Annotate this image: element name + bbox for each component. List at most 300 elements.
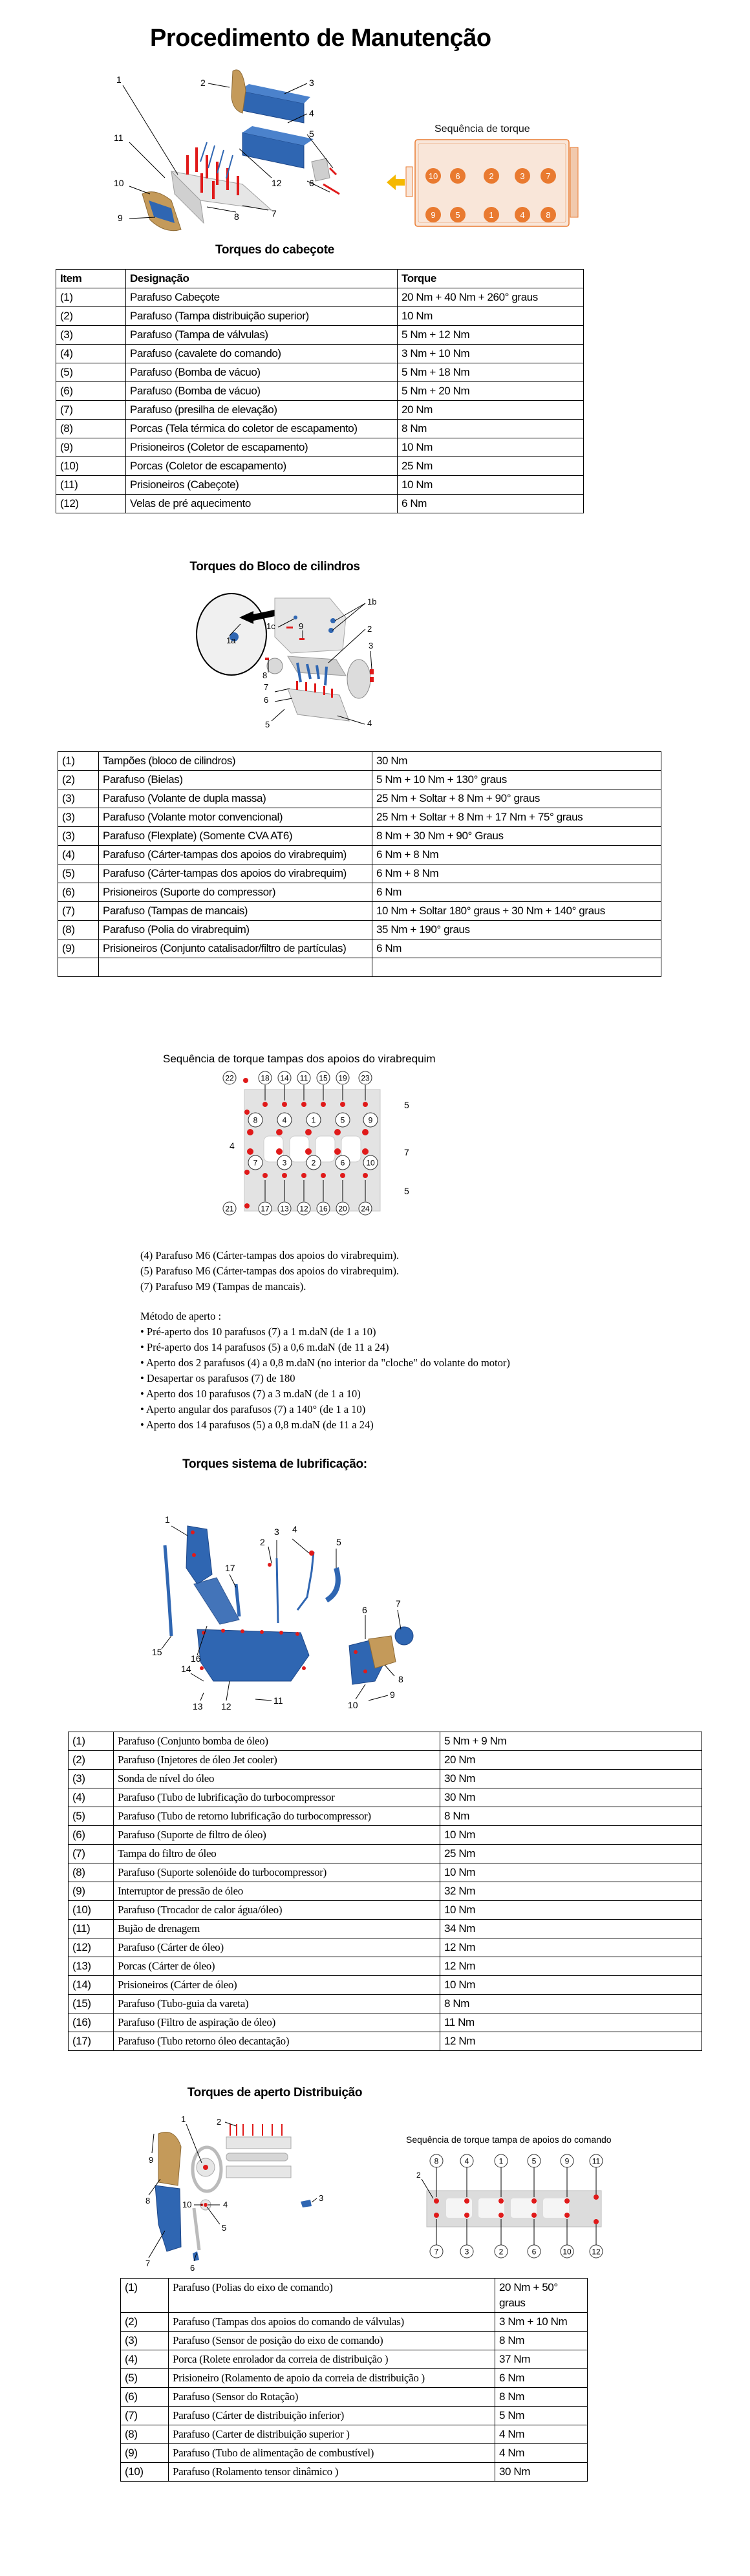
cylinder-block-exploded-diagram [194, 592, 381, 734]
sequence-number: 20 [338, 1204, 347, 1214]
item-cell: (3) [69, 1770, 114, 1788]
block-section-title: Torques do Bloco de cilindros [189, 560, 360, 574]
designation-cell: Parafuso (Flexplate) (Somente CVA AT6) [99, 827, 372, 846]
lube-callout: 4 [292, 1524, 297, 1534]
sequence-number: 3 [282, 1158, 287, 1168]
designation-cell: Prisioneiros (Conjunto catalisador/filtro de partículas) [99, 939, 372, 958]
item-cell: (10) [56, 457, 126, 476]
sequence-bolt-number: 2 [489, 171, 494, 181]
head-section-title: Torques do cabeçote [215, 243, 334, 257]
table-row [121, 2369, 588, 2388]
bolt-marker [305, 1129, 312, 1135]
legend-line: (5) Parafuso M6 (Cárter-tampas dos apoios do virabrequim). [140, 1265, 400, 1277]
flywheel-illustration [347, 660, 370, 698]
designation-cell: Parafuso (Tubo-guia da vareta) [114, 1995, 440, 2013]
torque-cell: 5 Nm + 20 Nm [398, 382, 584, 401]
torque-cell: 8 Nm [495, 2388, 588, 2407]
sequence-number: 15 [319, 1073, 328, 1083]
table-row [121, 2313, 588, 2332]
torque-cell: 5 Nm + 18 Nm [398, 363, 584, 382]
block-callout: 6 [264, 695, 269, 705]
torque-cell: 20 Nm [398, 401, 584, 420]
torque-cell: 3 Nm + 10 Nm [495, 2313, 588, 2332]
table-row [69, 1807, 702, 1826]
lube-callout: 8 [398, 1674, 403, 1684]
table-row [69, 1976, 702, 1995]
torque-cell: 30 Nm [372, 752, 661, 771]
bolt-marker [362, 1129, 369, 1135]
oil-strainer-illustration [194, 1578, 239, 1624]
sequence-number: 11 [299, 1073, 308, 1083]
item-cell: (9) [69, 1882, 114, 1901]
torque-cell: 30 Nm [440, 1770, 702, 1788]
table-row [56, 345, 584, 363]
table-row [69, 1845, 702, 1863]
bolt-marker [262, 1173, 268, 1178]
designation-cell: Parafuso (Sensor de posição do eixo de comando) [169, 2332, 495, 2350]
designation-cell: Parafuso (presilha de elevação) [126, 401, 398, 420]
item-cell: (7) [121, 2407, 169, 2425]
legend-line: (4) Parafuso M6 (Cárter-tampas dos apoios do virabrequim). [140, 1249, 400, 1261]
sequence-number: 10 [562, 2247, 572, 2257]
lubrication-exploded-diagram [142, 1507, 453, 1713]
designation-cell: Parafuso (Carter de distribuição superior ) [169, 2425, 495, 2444]
torque-cell: 5 Nm [495, 2407, 588, 2425]
head-callout: 9 [118, 213, 123, 223]
bolt-marker [594, 2219, 599, 2224]
block-callout: 1a [226, 636, 236, 645]
cam-carrier-illustration [226, 2137, 291, 2149]
bolt-marker [247, 1129, 253, 1135]
designation-cell: Parafuso (Sensor do Rotação) [169, 2388, 495, 2407]
bolt-marker [464, 2198, 469, 2204]
table-row [121, 2463, 588, 2482]
table-row [58, 846, 661, 864]
torque-cell: 8 Nm [440, 1995, 702, 2013]
table-row [69, 1938, 702, 1957]
table-row [121, 2350, 588, 2369]
designation-cell: Prisioneiros (Cabeçote) [126, 476, 398, 495]
lube-callout: 5 [336, 1537, 341, 1547]
pulley-illustration [267, 658, 283, 674]
lower-timing-cover-illustration [155, 2185, 181, 2251]
sequence-bolt-number: 4 [520, 210, 525, 220]
designation-cell: Bujão de drenagem [114, 1920, 440, 1938]
lube-callout: 3 [274, 1527, 279, 1537]
sequence-title: Sequência de torque [434, 123, 530, 134]
item-cell: (7) [58, 902, 99, 921]
sequence-number: 16 [319, 1204, 328, 1214]
item-cell: (10) [69, 1901, 114, 1920]
sequence-number: 2 [311, 1158, 316, 1168]
table-row [121, 2407, 588, 2425]
designation-cell: Parafuso (Polia do virabrequim) [99, 921, 372, 939]
bolt-marker [531, 2213, 537, 2218]
sequence-bolt-number: 8 [546, 210, 551, 220]
item-cell: (15) [69, 1995, 114, 2013]
torque-cell: 8 Nm [440, 1807, 702, 1826]
designation-cell: Parafuso (Tampa de válvulas) [126, 326, 398, 345]
table-row [69, 1920, 702, 1938]
lube-callout: 7 [396, 1598, 401, 1609]
lube-callout: 12 [221, 1701, 231, 1712]
item-cell: (9) [121, 2444, 169, 2463]
lube-callout: 10 [348, 1700, 358, 1710]
torque-cell: 12 Nm [440, 2032, 702, 2051]
oil-filter-cap-illustration [395, 1627, 413, 1645]
item-cell: (8) [121, 2425, 169, 2444]
head-callout: 7 [272, 208, 277, 219]
sequence-bolt-number: 7 [546, 171, 551, 181]
sequence-number: 23 [361, 1073, 370, 1083]
timing-callout: 10 [182, 2200, 192, 2209]
bolt-marker [464, 2213, 469, 2218]
torque-cell: 6 Nm + 8 Nm [372, 864, 661, 883]
method-step: • Aperto dos 14 parafusos (5) a 0,8 m.daN (de 11 a 24) [140, 1419, 374, 1431]
sequence-number: 5 [340, 1115, 345, 1125]
item-cell: (5) [69, 1807, 114, 1826]
bolt-marker [301, 1102, 306, 1107]
head-callout: 2 [200, 78, 206, 88]
bolt-marker [434, 2198, 439, 2204]
oil-pan-illustration [197, 1629, 309, 1681]
sequence-number: 7 [253, 1158, 258, 1168]
torque-cell: 6 Nm [398, 495, 584, 513]
column-header: Torque [398, 270, 584, 288]
torque-cell: 10 Nm [398, 307, 584, 326]
torque-cell: 12 Nm [440, 1938, 702, 1957]
table-row [58, 789, 661, 808]
table-row [58, 902, 661, 921]
table-row [58, 939, 661, 958]
item-cell: (2) [69, 1751, 114, 1770]
timing-torque-table [120, 2278, 588, 2482]
head-callout: 3 [309, 78, 314, 88]
sequence-bolt-number: 6 [455, 171, 460, 181]
table-row [58, 808, 661, 827]
sequence-number: 3 [464, 2247, 469, 2257]
timing-exploded-diagram [129, 2108, 381, 2276]
lube-callout: 1 [165, 1514, 170, 1525]
designation-cell: Tampa do filtro de óleo [114, 1845, 440, 1863]
direction-arrow-icon [387, 175, 405, 190]
column-header: Designação [126, 270, 398, 288]
table-header-row [56, 270, 584, 288]
head-callout: 5 [309, 129, 314, 139]
bolt-marker [262, 1102, 268, 1107]
torque-cell: 30 Nm [440, 1788, 702, 1807]
table-row [121, 2388, 588, 2407]
block-callout: 3 [369, 641, 374, 650]
item-cell: (8) [56, 420, 126, 438]
bolt-marker [276, 1129, 283, 1135]
torque-cell [372, 958, 661, 977]
timing-section-title: Torques de aperto Distribuição [187, 2086, 363, 2099]
block-torque-table [58, 751, 661, 977]
item-cell: (11) [56, 476, 126, 495]
item-cell: (1) [69, 1732, 114, 1751]
item-cell: (9) [58, 939, 99, 958]
item-cell: (6) [121, 2388, 169, 2407]
torque-cell: 3 Nm + 10 Nm [398, 345, 584, 363]
turbo-return-tube-illustration [327, 1568, 338, 1600]
cam-sequence-title: Sequência de torque tampa de apoios do comando [406, 2134, 612, 2145]
bolt-marker [363, 1102, 368, 1107]
designation-cell: Prisioneiros (Cárter de óleo) [114, 1976, 440, 1995]
method-step: • Pré-aperto dos 10 parafusos (7) a 1 m.daN (de 1 a 10) [140, 1326, 376, 1338]
block-callout: 1c [266, 621, 275, 631]
item-cell: (1) [121, 2279, 169, 2313]
bolt-marker [594, 2195, 599, 2200]
item-cell: (1) [56, 288, 126, 307]
crank-side-label: 5 [404, 1186, 409, 1196]
designation-cell: Sonda de nível do óleo [114, 1770, 440, 1788]
lube-callout: 16 [191, 1653, 201, 1664]
torque-cell: 20 Nm + 40 Nm + 260° graus [398, 288, 584, 307]
cam-side-label: 2 [416, 2171, 421, 2180]
table-row [69, 1901, 702, 1920]
torque-cell: 10 Nm [440, 1976, 702, 1995]
item-cell: (5) [58, 864, 99, 883]
timing-callout: 5 [222, 2223, 227, 2233]
designation-cell: Porcas (Tela térmica do coletor de escapamento) [126, 420, 398, 438]
bolt-marker [564, 2198, 570, 2204]
designation-cell: Parafuso (Filtro de aspiração de óleo) [114, 2013, 440, 2032]
timing-callout: 7 [145, 2259, 151, 2268]
sequence-number: 7 [434, 2247, 439, 2257]
oil-level-probe-illustration [277, 1558, 278, 1623]
head-callout: 11 [114, 133, 123, 143]
table-row [56, 476, 584, 495]
sequence-bolt-number: 9 [431, 210, 436, 220]
item-cell: (4) [58, 846, 99, 864]
sequence-number: 10 [366, 1158, 375, 1168]
sequence-number: 11 [592, 2156, 601, 2166]
item-cell: (4) [56, 345, 126, 363]
designation-cell: Parafuso (Trocador de calor água/óleo) [114, 1901, 440, 1920]
table-row [69, 1882, 702, 1901]
exhaust-manifold-illustration [142, 192, 181, 231]
sequence-number: 8 [434, 2156, 439, 2166]
bolt-marker [244, 1110, 250, 1115]
designation-cell: Parafuso (Tubo retorno óleo decantação) [114, 2032, 440, 2051]
head-callout: 4 [309, 108, 314, 118]
torque-cell: 30 Nm [495, 2463, 588, 2482]
sequence-number: 1 [311, 1115, 316, 1125]
sequence-number: 6 [531, 2247, 537, 2257]
torque-cell: 25 Nm [398, 457, 584, 476]
designation-cell: Parafuso (Tampa distribuição superior) [126, 307, 398, 326]
sequence-number: 14 [280, 1073, 289, 1083]
timing-callout: 2 [217, 2117, 222, 2127]
torque-cell: 25 Nm [440, 1845, 702, 1863]
item-cell: (2) [56, 307, 126, 326]
camshaft-illustration [226, 2153, 288, 2161]
item-cell: (12) [56, 495, 126, 513]
timing-callout: 8 [145, 2196, 151, 2206]
block-callout: 4 [367, 718, 372, 728]
block-callout: 7 [264, 682, 269, 692]
designation-cell: Parafuso (Cárter-tampas dos apoios do virabrequim) [99, 846, 372, 864]
table-row [58, 752, 661, 771]
sequence-number: 22 [225, 1073, 234, 1083]
timing-callout: 9 [149, 2155, 154, 2165]
item-cell: (6) [56, 382, 126, 401]
table-row [69, 1863, 702, 1882]
head-torque-table [56, 269, 584, 513]
designation-cell: Parafuso (Tubo de retorno lubrificação do turbocompressor) [114, 1807, 440, 1826]
method-step: • Desapertar os parafusos (7) de 180 [140, 1372, 295, 1384]
torque-cell: 5 Nm + 9 Nm [440, 1732, 702, 1751]
torque-cell: 10 Nm [398, 476, 584, 495]
sequence-bolt-number: 10 [428, 171, 438, 181]
bolt-marker [363, 1173, 368, 1178]
table-row [56, 363, 584, 382]
table-row [121, 2279, 588, 2313]
bolt-marker [243, 1078, 248, 1083]
bolt-marker [362, 1148, 369, 1155]
torque-cell: 5 Nm + 10 Nm + 130° graus [372, 771, 661, 789]
designation-cell: Parafuso (Bomba de vácuo) [126, 363, 398, 382]
table-row [56, 438, 584, 457]
designation-cell: Velas de pré aquecimento [126, 495, 398, 513]
bolt-marker [282, 1102, 287, 1107]
designation-cell: Porca (Rolete enrolador da correia de distribuição ) [169, 2350, 495, 2369]
bolt-marker [498, 2213, 504, 2218]
block-callout: 5 [265, 720, 270, 729]
engine-block-illustration [275, 598, 346, 653]
item-cell: (12) [69, 1938, 114, 1957]
table-row [56, 495, 584, 513]
block-callout: 9 [299, 621, 304, 631]
lube-callout: 6 [362, 1605, 367, 1615]
bolt-marker [334, 1129, 341, 1135]
item-cell: (4) [121, 2350, 169, 2369]
method-step: • Aperto angular dos parafusos (7) a 140° (de 1 a 10) [140, 1403, 366, 1415]
torque-cell: 35 Nm + 190° graus [372, 921, 661, 939]
designation-cell: Porcas (Cárter de óleo) [114, 1957, 440, 1976]
table-row [56, 420, 584, 438]
item-cell: (1) [58, 752, 99, 771]
sequence-number: 6 [340, 1158, 345, 1168]
bolt-marker [276, 1148, 283, 1155]
designation-cell: Parafuso (Suporte solenóide do turbocompressor) [114, 1863, 440, 1882]
sequence-number: 9 [564, 2156, 570, 2166]
sequence-bolt-number: 1 [489, 210, 494, 220]
table-row [121, 2425, 588, 2444]
head-callout: 1 [116, 74, 122, 85]
sequence-number: 12 [592, 2247, 601, 2257]
torque-cell: 8 Nm [495, 2332, 588, 2350]
sequence-number: 13 [280, 1204, 289, 1214]
torque-cell: 25 Nm + Soltar + 8 Nm + 90° graus [372, 789, 661, 808]
sequence-number: 21 [225, 1204, 234, 1214]
turbo-lube-tube-illustration [297, 1552, 314, 1610]
table-row [56, 401, 584, 420]
item-cell: (9) [56, 438, 126, 457]
item-cell: (7) [69, 1845, 114, 1863]
torque-cell: 20 Nm + 50° graus [495, 2279, 588, 2313]
designation-cell: Parafuso (Rolamento tensor dinâmico ) [169, 2463, 495, 2482]
designation-cell: Parafuso (Volante de dupla massa) [99, 789, 372, 808]
table-row [121, 2444, 588, 2463]
sequence-number: 1 [498, 2156, 504, 2166]
table-row [58, 883, 661, 902]
item-cell: (2) [121, 2313, 169, 2332]
torque-cell: 32 Nm [440, 1882, 702, 1901]
item-cell: (8) [69, 1863, 114, 1882]
bolt-marker [340, 1102, 345, 1107]
table-row [69, 1826, 702, 1845]
item-cell: (10) [121, 2463, 169, 2482]
sequence-number: 4 [464, 2156, 469, 2166]
item-cell: (14) [69, 1976, 114, 1995]
item-cell: (17) [69, 2032, 114, 2051]
item-cell: (16) [69, 2013, 114, 2032]
crank-sequence-title: Sequência de torque tampas dos apoios do virabrequim [163, 1053, 436, 1065]
torque-cell: 6 Nm [495, 2369, 588, 2388]
decant-tube-illustration [236, 1584, 239, 1616]
table-row [69, 1995, 702, 2013]
designation-cell: Parafuso (Cárter-tampas dos apoios do virabrequim) [99, 864, 372, 883]
method-step: • Aperto dos 2 parafusos (4) a 0,8 m.daN (no interior da "cloche" do volante do motor) [140, 1357, 510, 1369]
cam-sensor-illustration [301, 2200, 312, 2207]
lube-callout: 14 [181, 1664, 191, 1674]
designation-cell: Parafuso (Bielas) [99, 771, 372, 789]
torque-cell: 10 Nm [398, 438, 584, 457]
method-step: • Aperto dos 10 parafusos (7) a 3 m.daN (de 1 a 10) [140, 1388, 361, 1400]
designation-cell: Prisioneiros (Coletor de escapamento) [126, 438, 398, 457]
torque-cell: 10 Nm [440, 1826, 702, 1845]
designation-cell: Interruptor de pressão de óleo [114, 1882, 440, 1901]
bolt-marker [305, 1148, 312, 1155]
head-callout: 12 [272, 178, 282, 188]
sequence-number: 12 [299, 1204, 308, 1214]
bolt-marker [282, 1173, 287, 1178]
torque-cell: 6 Nm + 8 Nm [372, 846, 661, 864]
lube-callout: 15 [152, 1647, 162, 1657]
column-header: Item [56, 270, 126, 288]
valve-cover-illustration [231, 70, 310, 123]
table-row [69, 1788, 702, 1807]
crank-side-label: 4 [230, 1141, 235, 1151]
crank-legend [140, 1248, 606, 1433]
bolt-marker [564, 2213, 570, 2218]
item-cell: (3) [56, 326, 126, 345]
sequence-number: 5 [531, 2156, 537, 2166]
table-row [56, 457, 584, 476]
head-callout: 8 [234, 211, 239, 222]
table-row [56, 326, 584, 345]
bolt-marker [301, 1173, 306, 1178]
torque-cell: 10 Nm [440, 1863, 702, 1882]
designation-cell: Parafuso (Conjunto bomba de óleo) [114, 1732, 440, 1751]
designation-cell: Parafuso (Tubo de lubrificação do turbocompressor [114, 1788, 440, 1807]
block-callout: 2 [367, 624, 372, 634]
block-callout: 1b [367, 597, 377, 606]
item-cell [58, 958, 99, 977]
designation-cell: Parafuso (Bomba de vácuo) [126, 382, 398, 401]
torque-cell: 20 Nm [440, 1751, 702, 1770]
item-cell: (6) [58, 883, 99, 902]
item-cell: (5) [56, 363, 126, 382]
table-row [69, 1957, 702, 1976]
designation-cell: Parafuso (Tampas dos apoios do comando de válvulas) [169, 2313, 495, 2332]
designation-cell: Parafuso (Polias do eixo de comando) [169, 2279, 495, 2313]
bolt-marker [321, 1173, 326, 1178]
bolt-marker [244, 1203, 250, 1208]
item-cell: (3) [121, 2332, 169, 2350]
